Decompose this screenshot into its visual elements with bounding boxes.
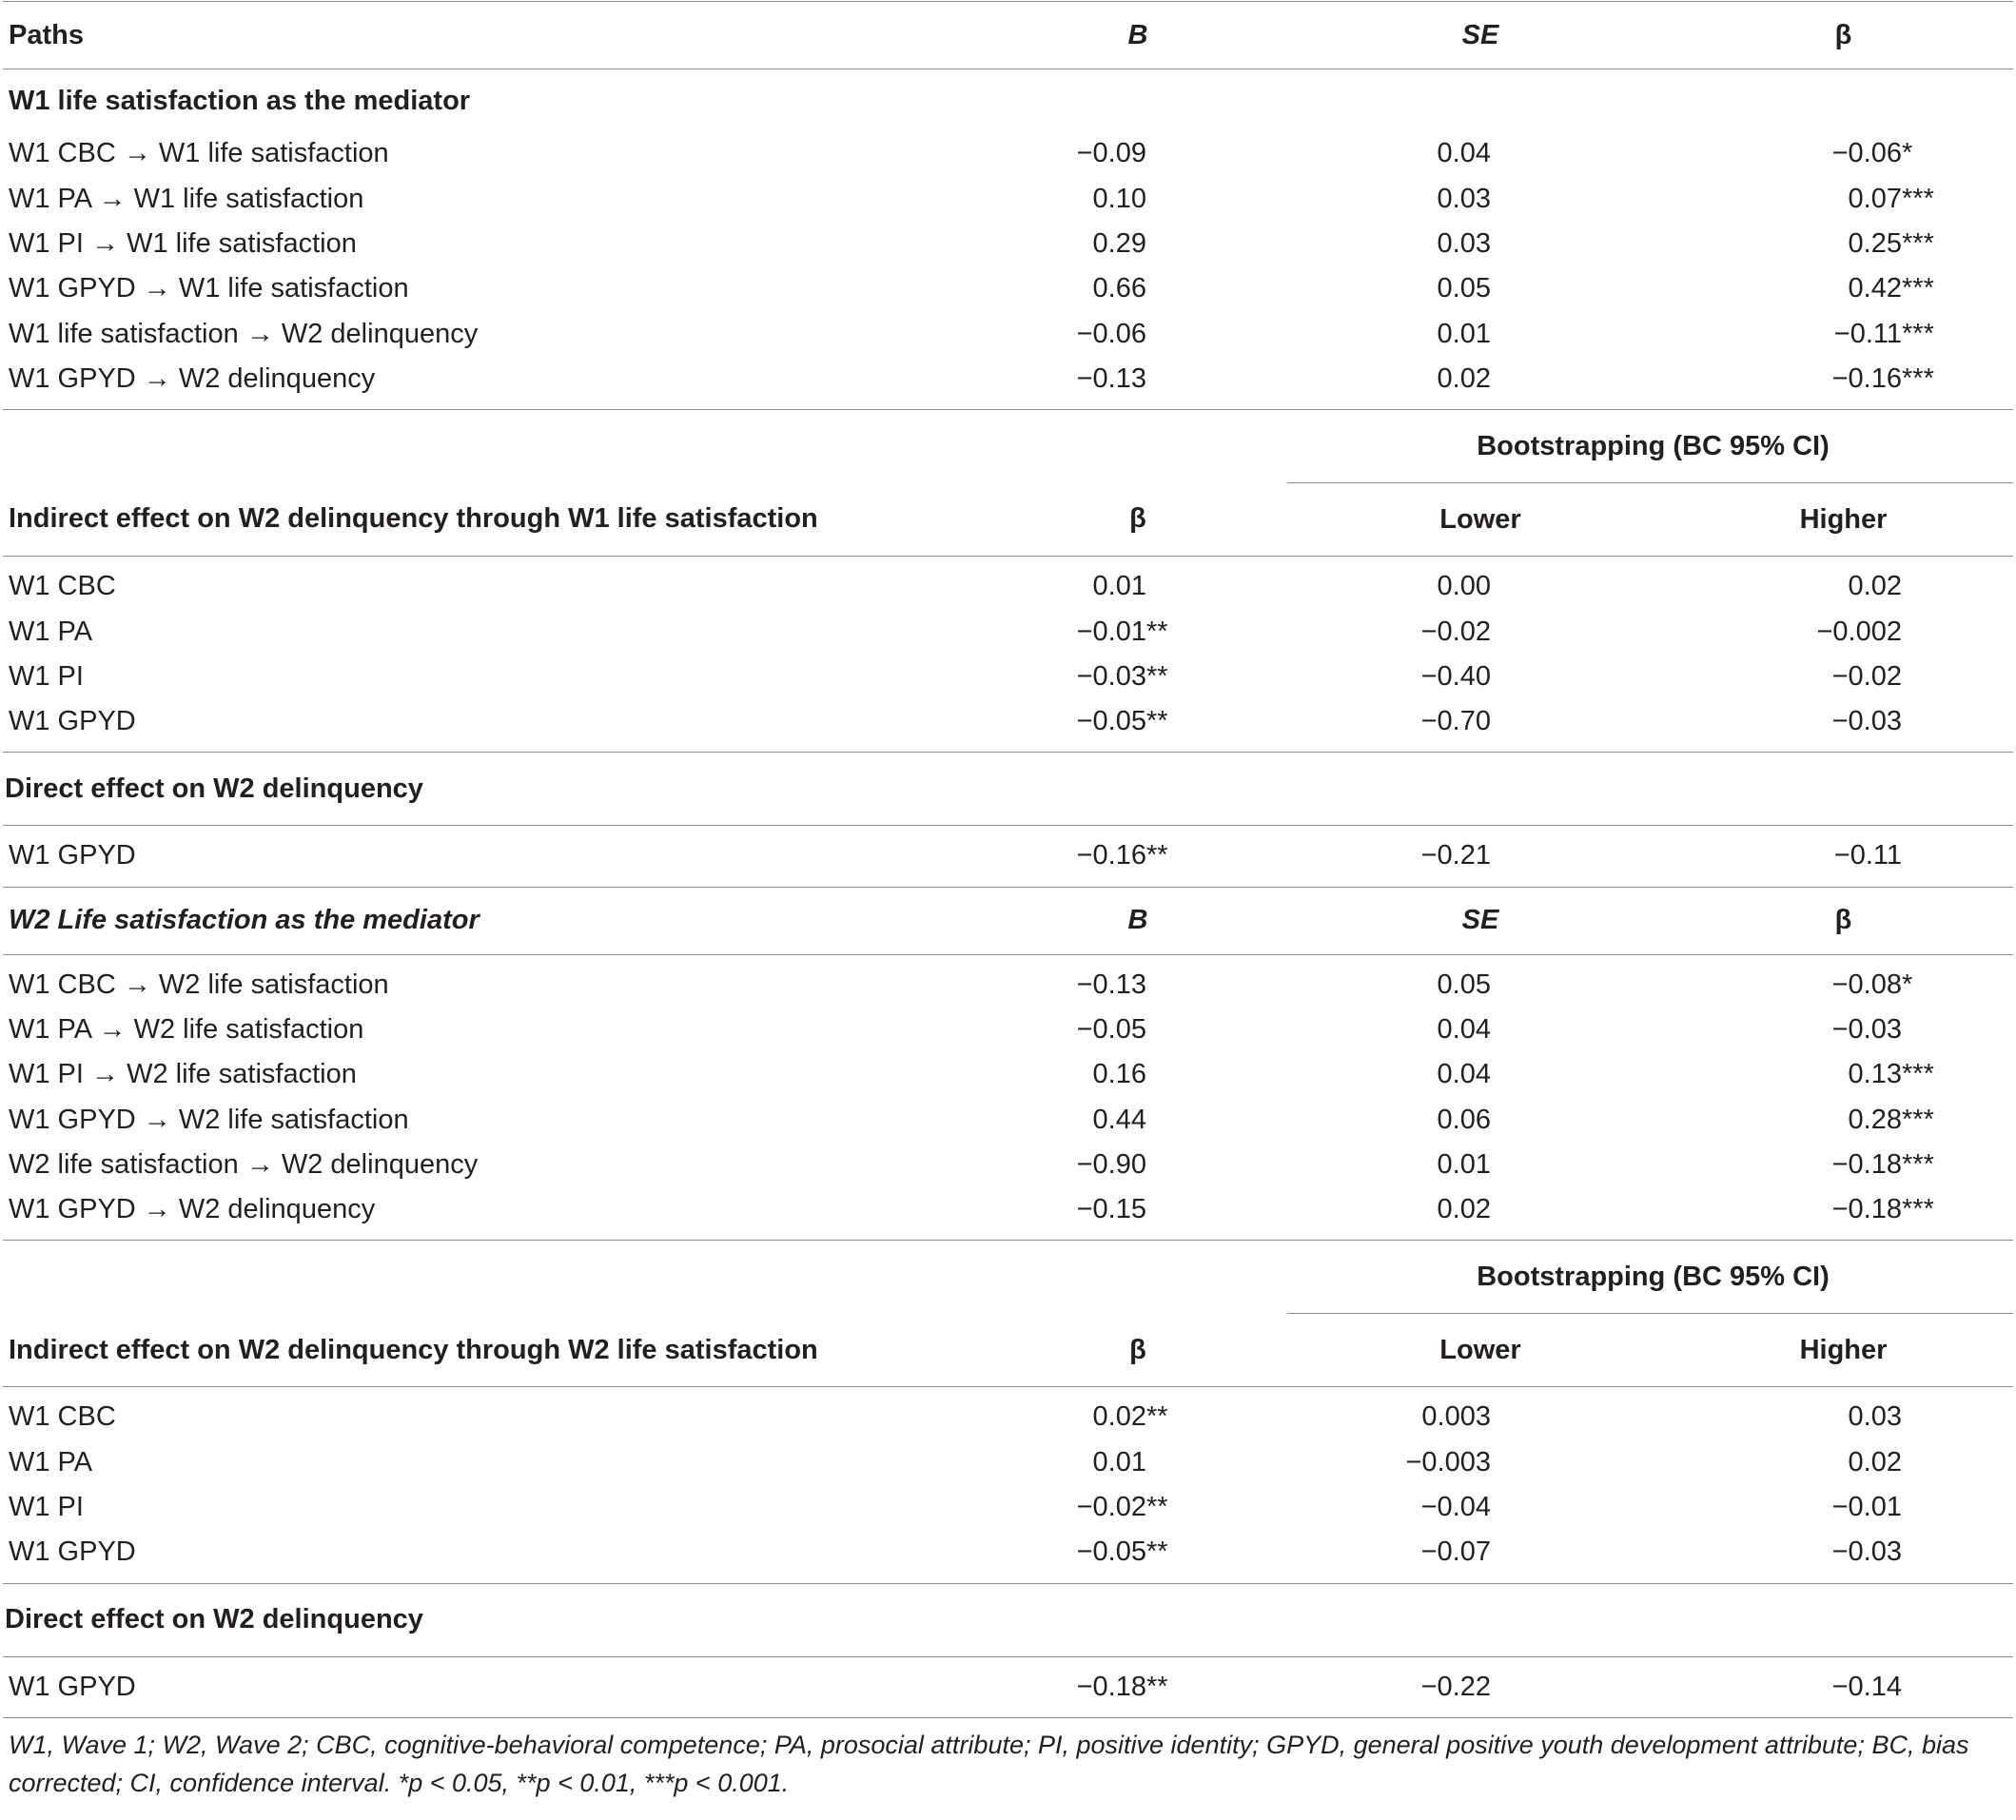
section1-indirect-higher-header: Higher: [1668, 483, 2013, 557]
indirect-beta-cell-significance: **: [1146, 660, 1168, 692]
lower-ci-cell: [1287, 609, 1668, 654]
indirect-beta-cell-significance: **: [1146, 1536, 1168, 1568]
b-cell-value: −0.06: [1076, 318, 1146, 349]
b-cell: [983, 1008, 1287, 1052]
beta-cell-significance: ***: [1902, 318, 1934, 349]
path-label: W1 life satisfaction → W2 delinquency: [9, 318, 479, 349]
beta-cell-significance: ***: [1902, 228, 1934, 260]
beta-cell-significance: ***: [1902, 362, 1934, 394]
indirect-beta-cell-value: −0.03: [1076, 660, 1146, 692]
bootstrapping-row: [3, 410, 2013, 483]
b-cell: [983, 266, 1287, 311]
table-row: [3, 1187, 2013, 1241]
beta-cell: [1668, 311, 2013, 356]
beta-cell-significance: ***: [1902, 183, 1934, 214]
indirect-header-row: [3, 1314, 2013, 1387]
section2-header-row: [3, 887, 2013, 954]
predictor-label: W1 GPYD: [3, 1530, 983, 1583]
lower-ci-cell-value: −0.40: [1420, 660, 1491, 692]
indirect-beta-cell-value: 0.02: [1092, 1401, 1146, 1433]
beta-cell-significance: ***: [1902, 1104, 1934, 1135]
section2-indirect-beta-header: β: [983, 1314, 1287, 1387]
b-cell: [983, 1097, 1287, 1142]
b-cell-value: −0.13: [1076, 969, 1146, 1000]
table-row: [3, 1143, 2013, 1187]
se-cell-value: 0.02: [1437, 1194, 1491, 1225]
se-cell-value: 0.04: [1437, 1059, 1491, 1090]
indirect-beta-cell: [983, 1387, 1287, 1440]
higher-ci-cell: [1668, 1440, 2013, 1485]
b-cell-value: 0.44: [1092, 1104, 1146, 1135]
b-cell-value: 0.16: [1092, 1059, 1146, 1090]
higher-ci-cell-value: 0.02: [1848, 571, 1902, 602]
higher-ci-cell-value: −0.01: [1831, 1492, 1902, 1523]
predictor-label: W1 GPYD: [3, 699, 983, 753]
beta-cell-value: 0.28: [1848, 1104, 1902, 1135]
section2-header-b: B: [983, 887, 1287, 954]
beta-cell-value: 0.42: [1848, 273, 1902, 304]
beta-cell: [1668, 1097, 2013, 1142]
higher-ci-cell-value: −0.14: [1831, 1671, 1902, 1702]
beta-cell: [1668, 177, 2013, 222]
predictor-label: W1 PA: [9, 1446, 93, 1478]
beta-cell-value: 0.07: [1848, 183, 1902, 214]
direct-header-row: [3, 1583, 2013, 1656]
predictor-label: W1 PI: [9, 660, 84, 692]
lower-ci-cell-value: −0.70: [1420, 706, 1491, 737]
lower-ci-cell: [1287, 1530, 1668, 1583]
indirect-beta-cell-value: −0.02: [1076, 1492, 1146, 1523]
section2-indirect-higher-header: Higher: [1668, 1314, 2013, 1387]
lower-ci-cell: [1287, 1440, 1668, 1485]
predictor-label: W1 GPYD: [3, 826, 983, 887]
section2-indirect-rows: [3, 1387, 2013, 1583]
beta-cell-value: −0.18: [1831, 1194, 1902, 1225]
se-cell-value: 0.01: [1437, 1148, 1491, 1180]
beta-cell-value: −0.16: [1831, 362, 1902, 394]
se-cell: [1287, 1187, 1668, 1241]
table-row: [3, 357, 2013, 410]
b-cell-value: 0.10: [1092, 183, 1146, 214]
direct-beta-cell: [983, 1656, 1287, 1717]
beta-cell-value: −0.06: [1831, 138, 1902, 169]
se-cell: [1287, 357, 1668, 410]
higher-ci-cell: [1668, 826, 2013, 887]
table-row: [3, 1440, 2013, 1485]
table-row: [3, 1097, 2013, 1142]
b-cell: [983, 1187, 1287, 1241]
se-cell-value: 0.01: [1437, 318, 1491, 349]
se-cell: [1287, 954, 1668, 1008]
b-cell: [983, 124, 1287, 176]
header-beta: β: [1668, 2, 2013, 69]
se-cell-value: 0.04: [1437, 138, 1491, 169]
predictor-label: W1 PA: [9, 616, 93, 647]
direct-beta-cell: [983, 826, 1287, 887]
lower-ci-cell: [1287, 1485, 1668, 1530]
indirect-beta-cell-value: 0.01: [1092, 571, 1146, 602]
b-cell-value: −0.90: [1076, 1148, 1146, 1180]
path-label: W2 life satisfaction → W2 delinquency: [9, 1148, 479, 1180]
indirect-header-row: [3, 483, 2013, 557]
table-row: [3, 826, 2013, 887]
path-label: W1 CBC → W2 life satisfaction: [9, 969, 389, 1000]
path-label: W1 PA → W2 life satisfaction: [9, 1014, 364, 1045]
indirect-beta-cell-significance: **: [1146, 706, 1168, 737]
indirect-beta-cell: [983, 655, 1287, 699]
se-cell-value: 0.02: [1437, 362, 1491, 394]
b-cell-value: −0.13: [1076, 362, 1146, 394]
section2-bootstrapping-label: Bootstrapping (BC 95% CI): [1287, 1241, 2013, 1314]
section1-indirect-rows: [3, 557, 2013, 753]
lower-ci-cell: [1287, 655, 1668, 699]
higher-ci-cell: [1668, 1387, 2013, 1440]
indirect-beta-cell: [983, 609, 1287, 654]
higher-ci-cell: [1668, 1530, 2013, 1583]
se-cell-value: 0.05: [1437, 969, 1491, 1000]
beta-cell: [1668, 124, 2013, 176]
section1-indirect-lower-header: Lower: [1287, 483, 1668, 557]
lower-ci-cell-value: −0.003: [1405, 1446, 1491, 1478]
b-cell-value: −0.15: [1076, 1194, 1146, 1225]
higher-ci-cell-value: 0.03: [1848, 1401, 1902, 1433]
higher-ci-cell-value: −0.02: [1831, 660, 1902, 692]
se-cell: [1287, 124, 1668, 176]
b-cell: [983, 222, 1287, 266]
predictor-label: W1 CBC: [9, 571, 116, 602]
bootstrapping-row: [3, 1241, 2013, 1314]
section2-paths: [3, 954, 2013, 1241]
indirect-beta-cell: [983, 557, 1287, 610]
lower-ci-cell-value: −0.22: [1420, 1671, 1491, 1702]
beta-cell: [1668, 1052, 2013, 1097]
table-row: [3, 266, 2013, 311]
section1-title: W1 life satisfaction as the mediator: [9, 86, 471, 117]
higher-ci-cell-value: −0.002: [1816, 616, 1902, 647]
indirect-beta-cell-value: −0.05: [1076, 1536, 1146, 1568]
indirect-beta-cell: [983, 699, 1287, 753]
beta-cell: [1668, 222, 2013, 266]
indirect-beta-cell-significance: **: [1146, 616, 1168, 647]
b-cell: [983, 954, 1287, 1008]
lower-ci-cell: [1287, 557, 1668, 610]
mediation-results-table: [3, 1, 2013, 1718]
indirect-beta-cell-significance: **: [1146, 1492, 1168, 1523]
results-table-container: [3, 0, 2013, 1802]
indirect-beta-cell: [983, 1485, 1287, 1530]
beta-cell-value: −0.18: [1831, 1148, 1902, 1180]
header-paths: Paths: [3, 2, 983, 69]
se-cell: [1287, 266, 1668, 311]
table-row: [3, 1530, 2013, 1583]
predictor-label: W1 CBC: [9, 1401, 116, 1433]
indirect-beta-cell-value: 0.01: [1092, 1446, 1146, 1478]
table-row: [3, 557, 2013, 610]
section-title-row: [3, 69, 2013, 125]
b-cell-value: 0.29: [1092, 228, 1146, 260]
table-row: [3, 1387, 2013, 1440]
direct-beta-cell-significance: **: [1146, 840, 1168, 871]
lower-ci-cell: [1287, 699, 1668, 753]
lower-ci-cell-value: −0.02: [1420, 616, 1491, 647]
beta-cell: [1668, 357, 2013, 410]
predictor-label: W1 PI: [9, 1492, 84, 1523]
path-label: W1 GPYD → W2 delinquency: [3, 357, 983, 410]
table-row: [3, 609, 2013, 654]
higher-ci-cell: [1668, 609, 2013, 654]
header-b: B: [983, 2, 1287, 69]
indirect-beta-cell: [983, 1530, 1287, 1583]
higher-ci-cell: [1668, 1485, 2013, 1530]
beta-cell: [1668, 1008, 2013, 1052]
column-header-row: [3, 2, 2013, 69]
section1-indirect-title: Indirect effect on W2 delinquency through W1 life satisfaction: [3, 483, 983, 557]
beta-cell-significance: ***: [1902, 1148, 1934, 1180]
lower-ci-cell-value: −0.21: [1420, 840, 1491, 871]
table-row: [3, 655, 2013, 699]
direct-beta-cell-value: −0.16: [1076, 840, 1146, 871]
direct-beta-cell-value: −0.18: [1076, 1671, 1146, 1702]
indirect-beta-cell: [983, 1440, 1287, 1485]
b-cell-value: 0.66: [1092, 273, 1146, 304]
header-se: SE: [1287, 2, 1668, 69]
b-cell: [983, 357, 1287, 410]
section1-paths: [3, 124, 2013, 409]
direct-beta-cell-significance: **: [1146, 1671, 1168, 1702]
path-label: W1 GPYD → W1 life satisfaction: [9, 273, 409, 304]
beta-cell-value: −0.08: [1831, 969, 1902, 1000]
beta-cell: [1668, 1143, 2013, 1187]
higher-ci-cell: [1668, 1656, 2013, 1717]
indirect-beta-cell-value: −0.05: [1076, 706, 1146, 737]
se-cell: [1287, 1008, 1668, 1052]
section2-direct-title: Direct effect on W2 delinquency: [3, 1583, 2013, 1656]
b-cell: [983, 177, 1287, 222]
beta-cell-significance: ***: [1902, 273, 1934, 304]
table-row: [3, 954, 2013, 1008]
beta-cell-significance: ***: [1902, 1194, 1934, 1225]
beta-cell-value: −0.03: [1831, 1014, 1902, 1045]
se-cell-value: 0.03: [1437, 183, 1491, 214]
path-label: W1 PA → W1 life satisfaction: [9, 183, 364, 214]
path-label: W1 GPYD → W2 life satisfaction: [9, 1104, 409, 1135]
table-row: [3, 222, 2013, 266]
section1-direct-title: Direct effect on W2 delinquency: [3, 753, 2013, 826]
se-cell-value: 0.06: [1437, 1104, 1491, 1135]
section1-indirect-beta-header: β: [983, 483, 1287, 557]
table-row: [3, 177, 2013, 222]
path-label: W1 PI → W2 life satisfaction: [9, 1059, 357, 1090]
direct-header-row: [3, 753, 2013, 826]
lower-ci-cell-value: −0.04: [1420, 1492, 1491, 1523]
table-row: [3, 699, 2013, 753]
se-cell-value: 0.03: [1437, 228, 1491, 260]
lower-ci-cell: [1287, 1656, 1668, 1717]
indirect-beta-cell-significance: **: [1146, 1401, 1168, 1433]
table-row: [3, 1052, 2013, 1097]
lower-ci-cell-value: −0.07: [1420, 1536, 1491, 1568]
beta-cell-significance: *: [1902, 969, 1913, 1000]
beta-cell-value: −0.11: [1833, 318, 1902, 349]
beta-cell-value: 0.25: [1848, 228, 1902, 260]
beta-cell: [1668, 954, 2013, 1008]
b-cell-value: −0.09: [1076, 138, 1146, 169]
higher-ci-cell-value: −0.11: [1833, 840, 1902, 871]
se-cell: [1287, 1097, 1668, 1142]
b-cell: [983, 1052, 1287, 1097]
section2-direct-rows: [3, 1656, 2013, 1717]
section1-direct-rows: [3, 826, 2013, 887]
se-cell: [1287, 1143, 1668, 1187]
path-label: W1 CBC → W1 life satisfaction: [9, 138, 389, 169]
se-cell-value: 0.04: [1437, 1014, 1491, 1045]
lower-ci-cell-value: 0.00: [1437, 571, 1491, 602]
beta-cell-value: 0.13: [1848, 1059, 1902, 1090]
path-label: W1 GPYD → W2 delinquency: [3, 1187, 983, 1241]
se-cell: [1287, 222, 1668, 266]
table-row: [3, 1656, 2013, 1717]
higher-ci-cell-value: −0.03: [1831, 706, 1902, 737]
b-cell-value: −0.05: [1076, 1014, 1146, 1045]
se-cell-value: 0.05: [1437, 273, 1491, 304]
beta-cell-significance: *: [1902, 138, 1913, 169]
b-cell: [983, 1143, 1287, 1187]
lower-ci-cell: [1287, 1387, 1668, 1440]
higher-ci-cell-value: 0.02: [1848, 1446, 1902, 1478]
section2-title: W2 Life satisfaction as the mediator: [3, 887, 983, 954]
beta-cell: [1668, 1187, 2013, 1241]
indirect-beta-cell-value: −0.01: [1076, 616, 1146, 647]
higher-ci-cell: [1668, 557, 2013, 610]
section2-header-beta: β: [1668, 887, 2013, 954]
b-cell: [983, 311, 1287, 356]
path-label: W1 PI → W1 life satisfaction: [9, 228, 357, 260]
section2-indirect-lower-header: Lower: [1287, 1314, 1668, 1387]
section2-indirect-title: Indirect effect on W2 delinquency through W2 life satisfaction: [3, 1314, 983, 1387]
table-footnote: W1, Wave 1; W2, Wave 2; CBC, cognitive-behavioral competence; PA, prosocial attribute; PI, positive identity; GPYD, general positive youth development attribute; BC, bias corrected; CI, confidence interval. *p < 0.05, **p < 0.01, ***p < 0.001.: [9, 1730, 1969, 1797]
higher-ci-cell: [1668, 655, 2013, 699]
table-row: [3, 1008, 2013, 1052]
table-row: [3, 1485, 2013, 1530]
section2-header-se: SE: [1287, 887, 1668, 954]
beta-cell: [1668, 266, 2013, 311]
table-row: [3, 124, 2013, 176]
higher-ci-cell-value: −0.03: [1831, 1536, 1902, 1568]
higher-ci-cell: [1668, 699, 2013, 753]
beta-cell-significance: ***: [1902, 1059, 1934, 1090]
table-row: [3, 311, 2013, 356]
lower-ci-cell: [1287, 826, 1668, 887]
lower-ci-cell-value: 0.003: [1421, 1401, 1491, 1433]
se-cell: [1287, 177, 1668, 222]
se-cell: [1287, 1052, 1668, 1097]
se-cell: [1287, 311, 1668, 356]
section1-bootstrapping-label: Bootstrapping (BC 95% CI): [1287, 410, 2013, 483]
predictor-label: W1 GPYD: [3, 1656, 983, 1717]
